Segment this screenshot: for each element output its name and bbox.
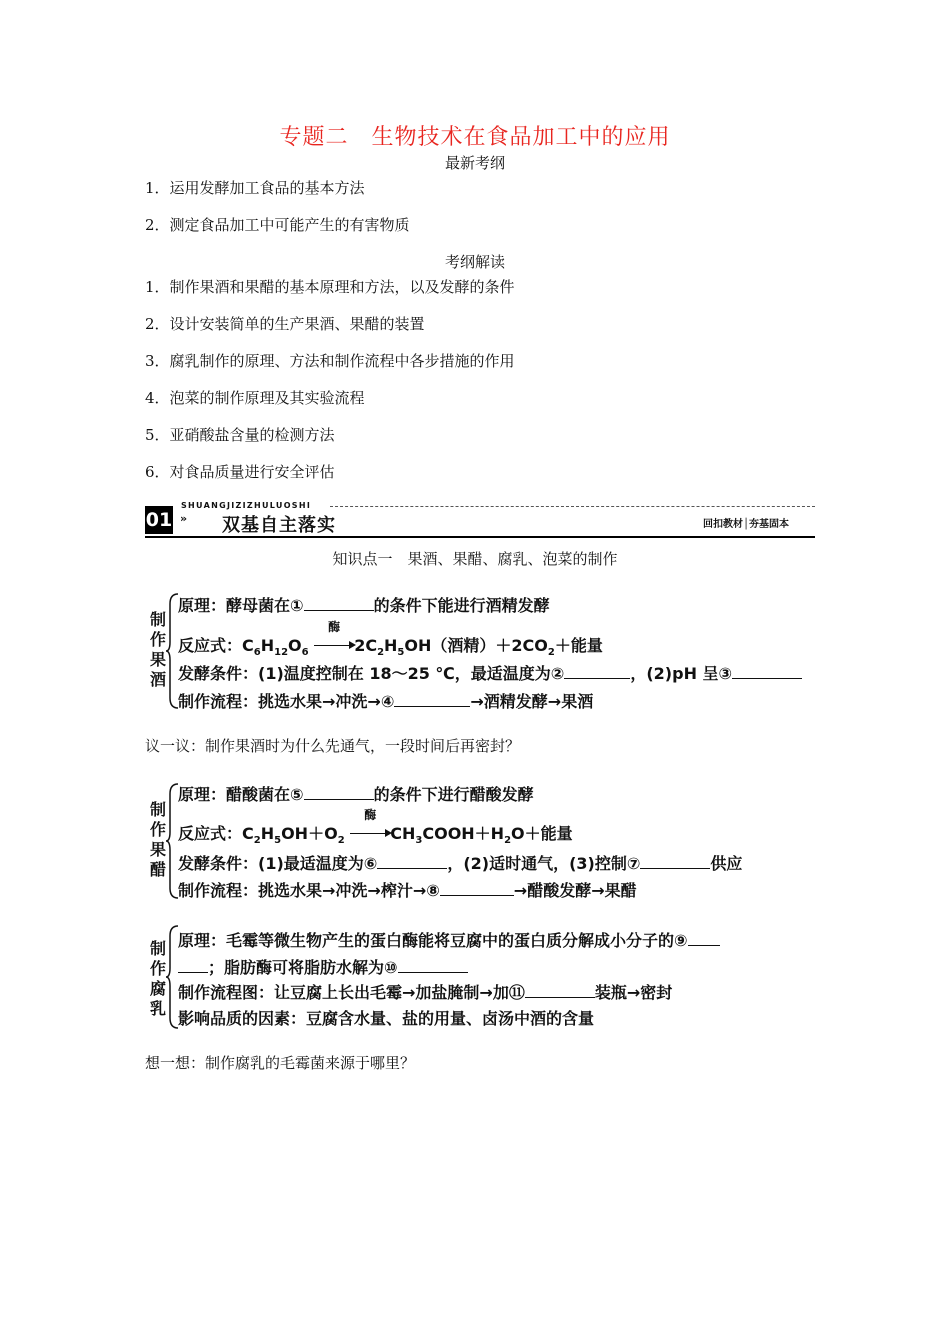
formula-text: O＋能量 bbox=[511, 824, 573, 843]
formula-sub: 2 bbox=[377, 647, 385, 659]
page-title: 专题二 生物技术在食品加工中的应用 bbox=[279, 125, 671, 150]
interpretation-item: 1．制作果酒和果醋的基本原理和方法，以及发酵的条件 bbox=[145, 278, 515, 296]
blank-5[interactable] bbox=[304, 785, 374, 800]
vinegar-label-char: 果 bbox=[149, 840, 166, 859]
vinegar-principle bbox=[178, 782, 534, 805]
banner-arrow-icon: » bbox=[180, 512, 188, 525]
vinegar-reaction bbox=[178, 808, 573, 847]
banner-rule bbox=[145, 536, 815, 538]
syllabus-item: 1．运用发酵加工食品的基本方法 bbox=[145, 179, 365, 197]
blank-9-cont[interactable] bbox=[178, 958, 208, 973]
vinegar-label-char: 制 bbox=[149, 800, 166, 819]
furu-label-char: 制 bbox=[149, 939, 166, 958]
vinegar-principle-text: 的条件下进行醋酸发酵 bbox=[373, 785, 534, 804]
wine-principle bbox=[178, 593, 550, 616]
interpretation-heading: 考纲解读 bbox=[444, 253, 505, 271]
formula-sub: 3 bbox=[415, 835, 423, 847]
wine-label-char: 作 bbox=[149, 630, 166, 649]
furu-factors: 影响品质的因素：豆腐含水量、盐的用量、卤汤中酒的含量 bbox=[178, 1009, 595, 1028]
arrow-icon bbox=[350, 833, 390, 834]
blank-9[interactable] bbox=[688, 931, 720, 946]
formula-text: 2C bbox=[354, 636, 378, 655]
wine-conditions bbox=[178, 661, 802, 684]
formula-text: H bbox=[260, 824, 275, 843]
blank-6[interactable] bbox=[377, 854, 447, 869]
wine-label-char: 酒 bbox=[149, 670, 166, 689]
enzyme-label: 酶 bbox=[364, 808, 377, 822]
wine-label-char: 果 bbox=[149, 650, 166, 669]
banner-pinyin: SHUANGJIZIZHULUOSHI bbox=[181, 501, 312, 510]
interpretation-item: 2．设计安装简单的生产果酒、果醋的装置 bbox=[145, 315, 425, 333]
furu-principle-text: ；脂肪酶可将脂肪水解为⑩ bbox=[208, 958, 398, 977]
formula-sub: 6 bbox=[253, 647, 261, 659]
furu-flow-text: 装瓶→密封 bbox=[594, 983, 673, 1002]
furu-flow bbox=[178, 980, 672, 1003]
vinegar-flow-text: →醋酸发酵→果醋 bbox=[513, 881, 637, 900]
question-think: 想一想：制作腐乳的毛霉菌来源于哪里？ bbox=[145, 1054, 416, 1072]
formula-text: OH＋O bbox=[281, 824, 338, 843]
interpretation-item: 6．对食品质量进行安全评估 bbox=[145, 463, 335, 481]
furu-principle bbox=[178, 928, 720, 951]
question-discuss: 议一议：制作果酒时为什么先通气，一段时间后再密封？ bbox=[145, 737, 521, 755]
vinegar-label-char: 醋 bbox=[149, 860, 166, 879]
interpretation-item: 3．腐乳制作的原理、方法和制作流程中各步措施的作用 bbox=[145, 352, 515, 370]
enzyme-arrow bbox=[314, 620, 354, 655]
wine-reaction bbox=[178, 620, 603, 659]
wine-label-char: 制 bbox=[149, 610, 166, 629]
formula-text: H bbox=[260, 636, 275, 655]
formula-text: 反应式：C bbox=[178, 824, 254, 843]
blank-2[interactable] bbox=[564, 664, 630, 679]
wine-flow bbox=[178, 689, 593, 712]
formula-text: ＋能量 bbox=[554, 636, 603, 655]
wine-principle-text: 原理：酵母菌在① bbox=[178, 596, 304, 615]
wine-cond-text: 发酵条件：(1)温度控制在 18～25 ℃，最适温度为② bbox=[178, 664, 565, 683]
formula-text: H bbox=[384, 636, 398, 655]
wine-principle-text: 的条件下能进行酒精发酵 bbox=[373, 596, 550, 615]
vinegar-cond-text: ，(2)适时通气，(3)控制⑦ bbox=[447, 854, 641, 873]
blank-10[interactable] bbox=[398, 958, 468, 973]
formula-sub: 5 bbox=[274, 835, 282, 847]
enzyme-label: 酶 bbox=[328, 620, 341, 634]
interpretation-item: 4．泡菜的制作原理及其实验流程 bbox=[145, 389, 365, 407]
formula-text: 反应式：C bbox=[178, 636, 254, 655]
furu-label-char: 腐 bbox=[149, 979, 166, 998]
blank-1[interactable] bbox=[304, 596, 374, 611]
formula-text: OH（酒精）＋2CO bbox=[404, 636, 548, 655]
furu-label-char: 乳 bbox=[149, 999, 166, 1018]
enzyme-arrow bbox=[350, 808, 390, 843]
vinegar-cond-text: 发酵条件：(1)最适温度为⑥ bbox=[178, 854, 378, 873]
furu-flow-text: 制作流程图：让豆腐上长出毛霉→加盐腌制→加⑪ bbox=[178, 983, 525, 1002]
furu-label-char: 作 bbox=[149, 959, 166, 978]
blank-11[interactable] bbox=[525, 983, 595, 998]
wine-cond-text: ，(2)pH 呈③ bbox=[630, 664, 733, 683]
arrow-icon bbox=[314, 645, 354, 646]
furu-principle-cont bbox=[178, 955, 468, 978]
vinegar-flow-text: 制作流程：挑选水果→冲洗→榨汁→⑧ bbox=[178, 881, 440, 900]
vinegar-conditions bbox=[178, 851, 742, 874]
syllabus-heading: 最新考纲 bbox=[444, 154, 505, 172]
blank-8[interactable] bbox=[440, 881, 514, 896]
syllabus-item: 2．测定食品加工中可能产生的有害物质 bbox=[145, 216, 410, 234]
formula-text: O bbox=[288, 636, 302, 655]
banner-title: 双基自主落实 bbox=[222, 515, 336, 536]
knowledge-point-title: 知识点一 果酒、果醋、腐乳、泡菜的制作 bbox=[332, 550, 618, 568]
wine-flow-text: 制作流程：挑选水果→冲洗→④ bbox=[178, 692, 395, 711]
banner-divider bbox=[330, 506, 815, 507]
formula-text: CH bbox=[390, 824, 416, 843]
vinegar-flow bbox=[178, 878, 637, 901]
formula-sub: 2 bbox=[337, 835, 345, 847]
blank-3[interactable] bbox=[732, 664, 802, 679]
formula-sub: 2 bbox=[547, 647, 555, 659]
banner-tagline: 回扣教材│夯基固本 bbox=[703, 519, 790, 530]
vinegar-principle-text: 原理：醋酸菌在⑤ bbox=[178, 785, 304, 804]
formula-sub: 6 bbox=[301, 647, 309, 659]
banner-number: 01 bbox=[145, 506, 173, 534]
formula-sub: 12 bbox=[274, 647, 289, 659]
formula-sub: 2 bbox=[504, 835, 512, 847]
wine-flow-text: →酒精发酵→果酒 bbox=[470, 692, 594, 711]
blank-7[interactable] bbox=[640, 854, 710, 869]
interpretation-item: 5．亚硝酸盐含量的检测方法 bbox=[145, 426, 335, 444]
formula-sub: 5 bbox=[397, 647, 405, 659]
furu-principle-text: 原理：毛霉等微生物产生的蛋白酶能将豆腐中的蛋白质分解成小分子的⑨ bbox=[178, 931, 688, 950]
vinegar-label-char: 作 bbox=[149, 820, 166, 839]
vinegar-cond-text: 供应 bbox=[710, 854, 743, 873]
formula-sub: 2 bbox=[253, 835, 261, 847]
blank-4[interactable] bbox=[394, 692, 470, 707]
formula-text: COOH＋H bbox=[422, 824, 505, 843]
